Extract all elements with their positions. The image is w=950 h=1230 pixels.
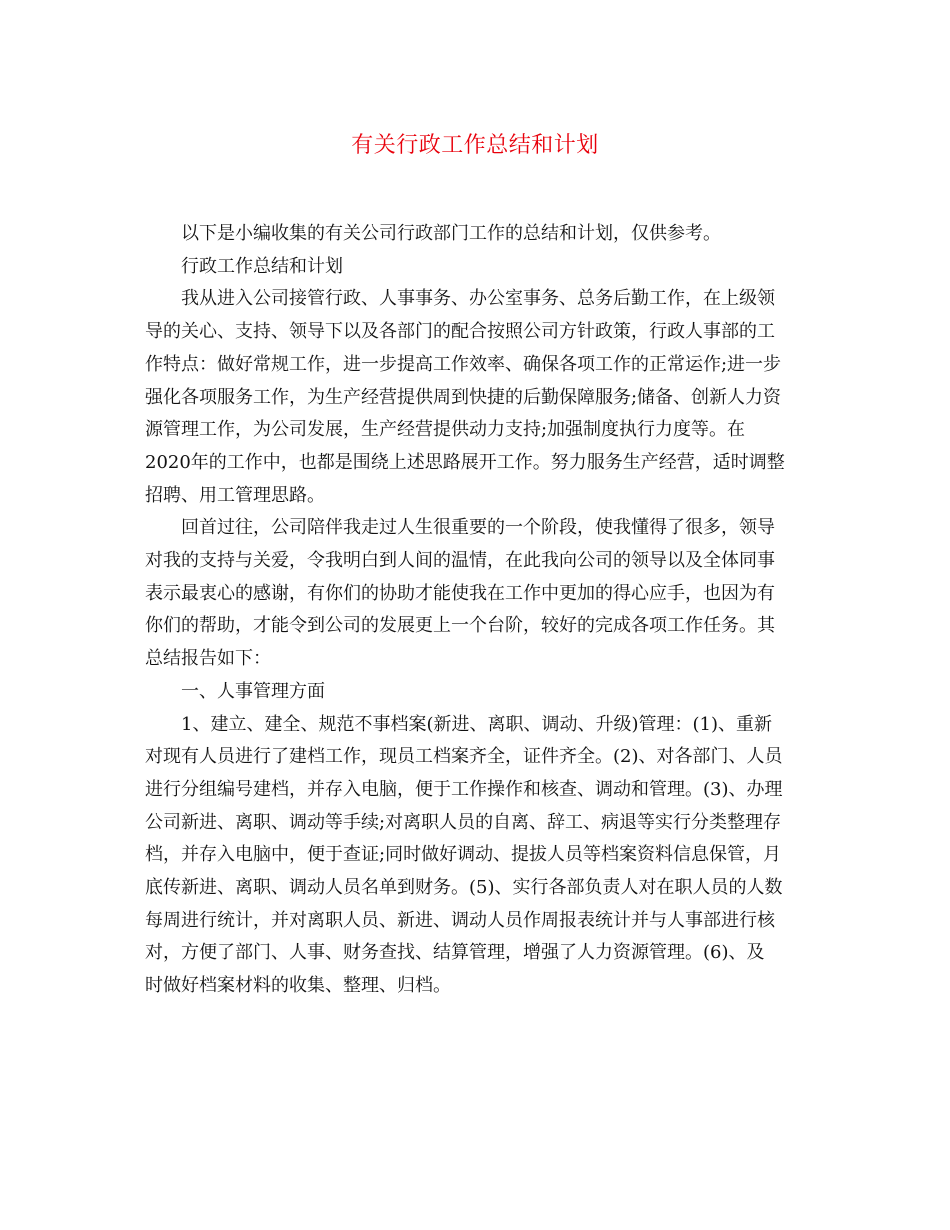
document-body (145, 218, 805, 1003)
text-line: 档，并存入电脑中，便于查证;同时做好调动、提拔人员等档案资料信息保管，月 (145, 844, 782, 866)
text-line: 1、建立、建全、规范不事档案(新进、离职、调动、升级)管理：(1)、重新 (181, 713, 772, 735)
paragraph-overview (145, 283, 805, 512)
text-line: 进行分组编号建档，并存入电脑，便于工作操作和核查、调动和管理。(3)、办理 (145, 778, 783, 800)
text-line: 我从进入公司接管行政、人事事务、办公室事务、总务后勤工作，在上级领 (181, 288, 775, 310)
text-line: 作特点：做好常规工作，进一步提高工作效率、确保各项工作的正常运作;进一步 (145, 353, 782, 375)
text-line: 你们的帮助，才能令到公司的发展更上一个台阶，较好的完成各项工作任务。其 (145, 615, 775, 637)
text-line: 总结报告如下： (145, 648, 271, 670)
document-title: 有关行政工作总结和计划 (351, 133, 599, 158)
text-line: 回首过往，公司陪伴我走过人生很重要的一个阶段，使我懂得了很多，领导 (181, 517, 775, 539)
text-line: 强化各项服务工作，为生产经营提供周到快捷的后勤保障服务;储备、创新人力资 (145, 386, 782, 408)
text-line: 招聘、用工管理思路。 (145, 484, 325, 506)
text-line: 公司新进、离职、调动等手续;对离职人员的自离、辞工、病退等实行分类整理存 (145, 811, 782, 833)
text-line: 底传新进、离职、调动人员名单到财务。(5)、实行各部负责人对在职人员的人数 (145, 877, 783, 899)
text-line: 表示最衷心的感谢，有你们的协助才能使我在工作中更加的得心应手，也因为有 (145, 582, 775, 604)
section-heading (145, 676, 805, 709)
text-line: 对，方便了部门、人事、财务查找、结算管理，增强了人力资源管理。(6)、及 (145, 942, 765, 964)
text-line: 导的关心、支持、领导下以及各部门的配合按照公司方针政策，行政人事部的工 (145, 321, 775, 343)
text-line: 2020年的工作中，也都是围绕上述思路展开工作。努力服务生产经营，适时调整 (145, 451, 785, 473)
text-line: 一、人事管理方面 (181, 680, 325, 702)
text-line: 时做好档案材料的收集、整理、归档。 (145, 975, 451, 997)
text-line: 以下是小编收集的有关公司行政部门工作的总结和计划，仅供参考。 (181, 223, 721, 244)
paragraph-reflection (145, 512, 805, 676)
paragraph-intro (145, 218, 805, 251)
text-line: 行政工作总结和计划 (181, 255, 343, 277)
text-line: 每周进行统计，并对离职人员、新进、调动人员作周报表统计并与人事部进行核 (145, 909, 775, 931)
paragraph-subtitle (145, 251, 805, 284)
text-line: 源管理工作，为公司发展，生产经营提供动力支持;加强制度执行力度等。在 (145, 419, 746, 441)
paragraph-hr-management (145, 709, 805, 1003)
text-line: 对现有人员进行了建档工作，现员工档案齐全，证件齐全。(2)、对各部门、人员 (145, 746, 783, 768)
text-line: 对我的支持与关爱，令我明白到人间的温情，在此我向公司的领导以及全体同事 (145, 550, 775, 572)
